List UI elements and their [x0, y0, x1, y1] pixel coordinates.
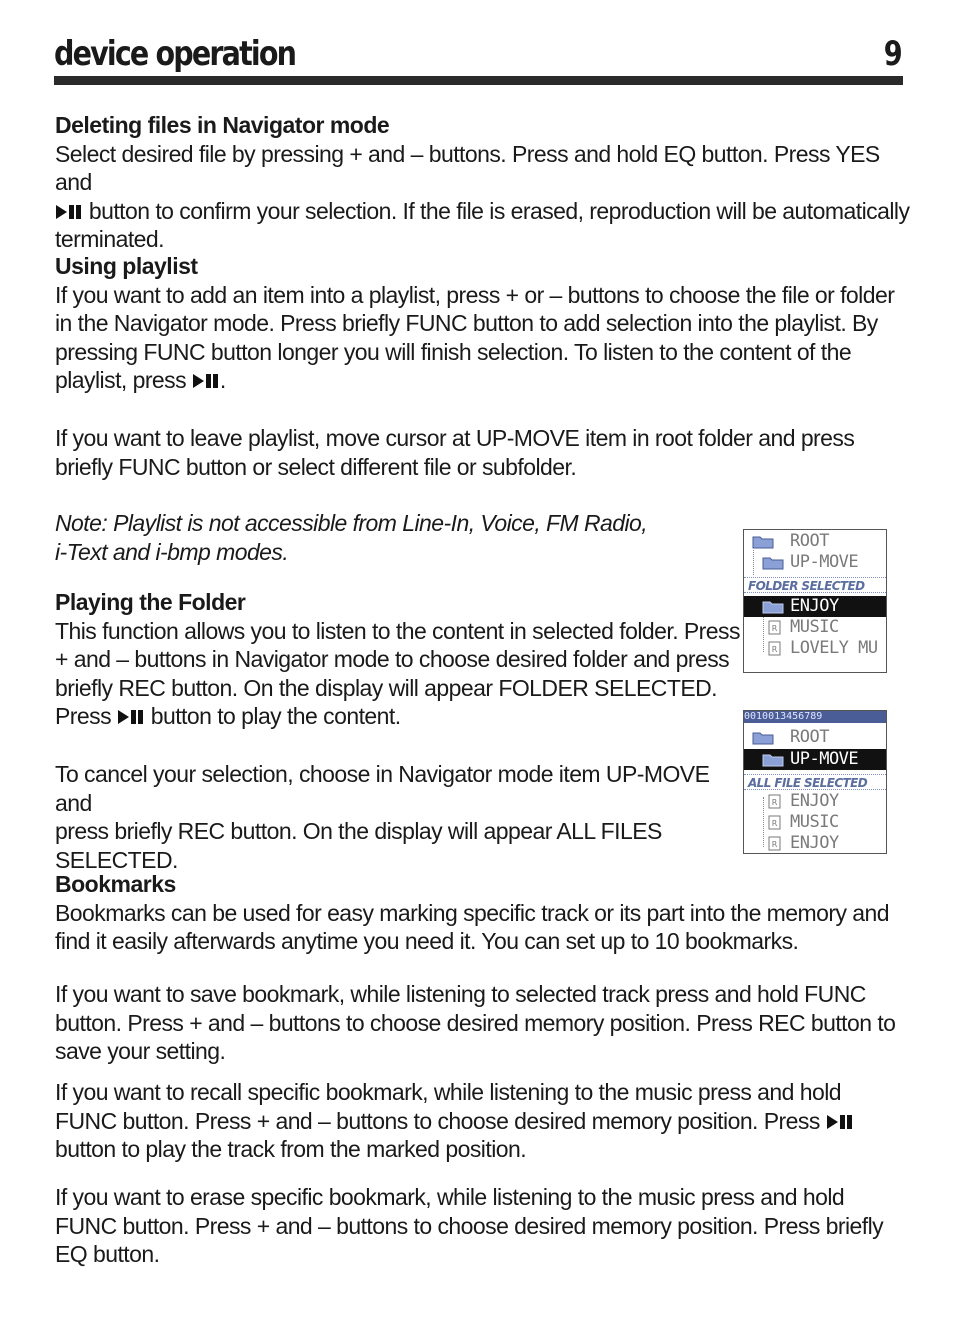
screen-row-label: ENJOY: [790, 833, 839, 853]
screen-row: [744, 791, 887, 812]
folder-icon: [762, 752, 784, 767]
device-screen-all-files-selected: [743, 710, 887, 854]
screen-row: [744, 552, 887, 573]
file-icon: [768, 620, 781, 635]
note-line: i-Text and i-bmp modes.: [55, 538, 289, 565]
paragraph-line: briefly REC button. On the display will appear FOLDER SELECTED.: [55, 674, 718, 701]
play-pause-icon: [192, 372, 220, 390]
folder-icon: [762, 555, 784, 570]
play-pause-icon: [117, 708, 145, 726]
screen-row-highlighted: [744, 749, 887, 770]
file-icon: [768, 641, 781, 656]
screen-row-highlighted: [744, 596, 887, 617]
paragraph: If you want to leave playlist, move cursor at UP-MOVE item in root folder and press briefly FUNC button or select different file or subfolder.: [55, 425, 855, 480]
paragraph-text: button to play the track from the marked position.: [55, 1136, 527, 1163]
svg-text:R: R: [771, 798, 778, 807]
screen-row: [744, 617, 887, 638]
svg-text:R: R: [771, 819, 778, 828]
section-heading: Playing the Folder: [55, 589, 246, 615]
playlist-note: [55, 509, 735, 566]
paragraph-text: If you want to recall specific bookmark, while listening to the music press and hold FUNC button. Press + and – buttons to choose desired memory position. Press: [55, 1079, 842, 1134]
section-folder: [55, 588, 745, 731]
paragraph: [55, 1078, 905, 1164]
screen-row: [744, 638, 887, 659]
screen-row: [744, 727, 887, 748]
paragraph-line: press briefly REC button. On the display will appear ALL FILES: [55, 818, 662, 845]
screen-row: [744, 531, 887, 552]
screen-row-label: LOVELY MU: [790, 638, 878, 658]
section-deleting: [55, 111, 915, 254]
folder-cancel-paragraph: [55, 760, 745, 874]
page-header: [54, 34, 903, 84]
screen-row: [744, 833, 887, 854]
paragraph-line: + and – buttons in Navigator mode to choose desired folder and press: [55, 646, 730, 673]
play-pause-icon: [55, 203, 83, 221]
paragraph: [55, 281, 910, 395]
screen-row-label: UP-MOVE: [790, 749, 859, 769]
screen-status: FOLDER SELECTED: [744, 577, 887, 593]
paragraph-line: Select desired file by pressing + and – buttons. Press and hold EQ button. Press YES and: [55, 140, 880, 196]
header-rule: [54, 76, 903, 85]
paragraph-line: [55, 197, 915, 226]
paragraph-text: button to play the content.: [144, 703, 401, 730]
paragraph-line: [55, 702, 745, 731]
device-screen-folder-selected: [743, 529, 887, 673]
file-icon: [768, 815, 781, 830]
paragraph-line: This function allows you to listen to the content in selected folder. Press: [55, 617, 740, 644]
svg-text:R: R: [771, 624, 778, 633]
folder-icon: [752, 534, 774, 549]
folder-icon: [752, 730, 774, 745]
section-bookmarks: [55, 870, 905, 956]
paragraph: Bookmarks can be used for easy marking specific track or its part into the memory and find it easily afterwards anytime you need it. You can set up to 10 bookmarks.: [55, 899, 890, 955]
file-icon: [768, 794, 781, 809]
screen-row-label: ENJOY: [790, 791, 839, 811]
bookmarks-save-paragraph: [55, 980, 905, 1066]
svg-text:R: R: [771, 645, 778, 654]
paragraph-text: Press: [55, 703, 117, 730]
paragraph-text: If you want to add an item into a playlist, press + or – buttons to choose the file or folder in the Navigator mode. Press briefly FUNC button to add selection into the playlist. By pressing FUNC button longer you will finish selection. To listen to the content of the playlist, press: [55, 281, 895, 394]
folder-icon: [762, 599, 784, 614]
note-line: Note: Playlist is not accessible from Line-In, Voice, FM Radio,: [55, 510, 648, 536]
paragraph-text: button to confirm your selection. If the file is erased, reproduction will be automatically: [83, 197, 910, 224]
screen-status: ALL FILE SELECTED: [744, 774, 887, 790]
screen-row-label: ROOT: [790, 531, 829, 551]
svg-text:R: R: [771, 840, 778, 849]
file-icon: [768, 836, 781, 851]
section-playlist: [55, 252, 910, 395]
screen-row-label: MUSIC: [790, 617, 839, 637]
paragraph-line: terminated.: [55, 226, 165, 253]
paragraph: If you want to save bookmark, while listening to selected track press and hold FUNC button. Press + and – buttons to choose desired memory position. Press REC button to save your setting.: [55, 981, 896, 1065]
screen-row-label: ENJOY: [790, 596, 839, 616]
playlist-leave-paragraph: [55, 424, 855, 481]
page-title: device operation: [54, 34, 296, 74]
screen-topbar: 0010013456789: [744, 711, 887, 723]
play-pause-icon: [826, 1113, 854, 1131]
section-heading: Using playlist: [55, 253, 198, 279]
bookmarks-recall-paragraph: [55, 1078, 905, 1164]
screen-row-label: MUSIC: [790, 812, 839, 832]
paragraph: If you want to erase specific bookmark, while listening to the music press and hold FUNC button. Press + and – buttons to choose desired memory position. Press briefly EQ button.: [55, 1184, 884, 1268]
screen-row-label: ROOT: [790, 727, 829, 747]
bookmarks-erase-paragraph: [55, 1183, 905, 1269]
paragraph-line: SELECTED.: [55, 846, 178, 873]
screen-row: [744, 812, 887, 833]
paragraph-line: To cancel your selection, choose in Navigator mode item UP-MOVE and: [55, 761, 710, 816]
screen-row-label: UP-MOVE: [790, 552, 859, 572]
section-heading: Bookmarks: [55, 871, 176, 897]
paragraph-text: .: [219, 367, 226, 394]
section-heading: Deleting files in Navigator mode: [55, 112, 390, 138]
page-number: 9: [884, 34, 903, 74]
